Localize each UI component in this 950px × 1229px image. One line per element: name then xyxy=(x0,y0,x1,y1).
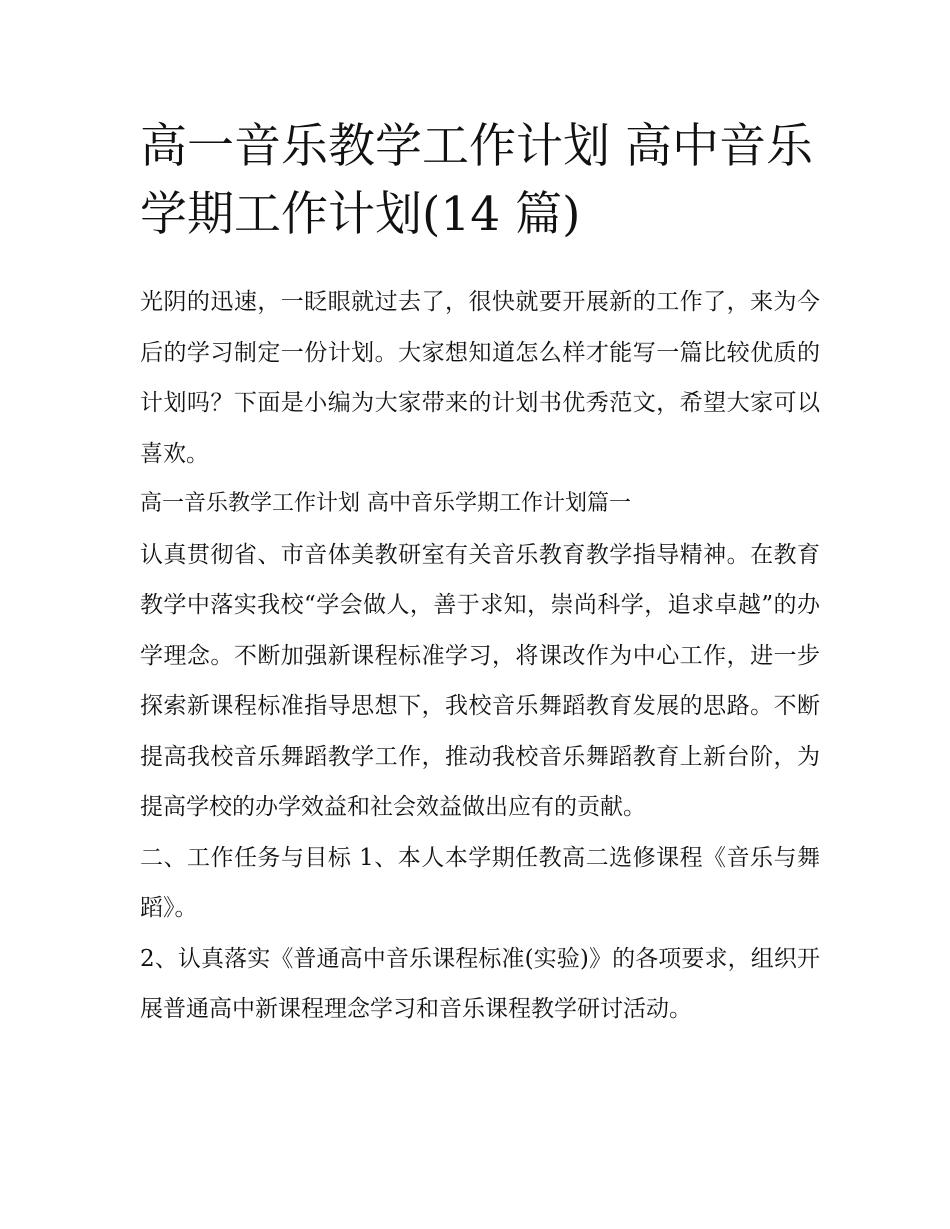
body-paragraph-3: 2、认真落实《普通高中音乐课程标准(实验)》的各项要求，组织开展普通高中新课程理念学习和音乐课程教学研讨活动。 xyxy=(140,945,820,1022)
body-paragraph-2: 二、工作任务与目标 1、本人本学期任教高二选修课程《音乐与舞蹈》。 xyxy=(140,844,820,921)
document-body xyxy=(140,277,820,1035)
intro-paragraph: 光阴的迅速，一眨眼就过去了，很快就要开展新的工作了，来为今后的学习制定一份计划。大家想知道怎么样才能写一篇比较优质的计划吗？下面是小编为大家带来的计划书优秀范文，希望大家可以喜欢。 xyxy=(140,289,820,467)
document-title: 高一音乐教学工作计划 高中音乐学期工作计划(14 篇) xyxy=(140,119,813,242)
section-heading: 高一音乐教学工作计划 高中音乐学期工作计划篇一 xyxy=(140,491,631,516)
body-paragraph-1: 认真贯彻省、市音体美教研室有关音乐教育教学指导精神。在教育教学中落实我校“学会做人，善于求知，崇尚科学，追求卓越”的办学理念。不断加强新课程标准学习，将课改作为中心工作，进一步探索新课程标准指导思想下，我校音乐舞蹈教育发展的思路。不断提高我校音乐舞蹈教学工作，推动我校音乐舞蹈教育上新台阶，为提高学校的办学效益和社会效益做出应有的贡献。 xyxy=(140,541,820,820)
